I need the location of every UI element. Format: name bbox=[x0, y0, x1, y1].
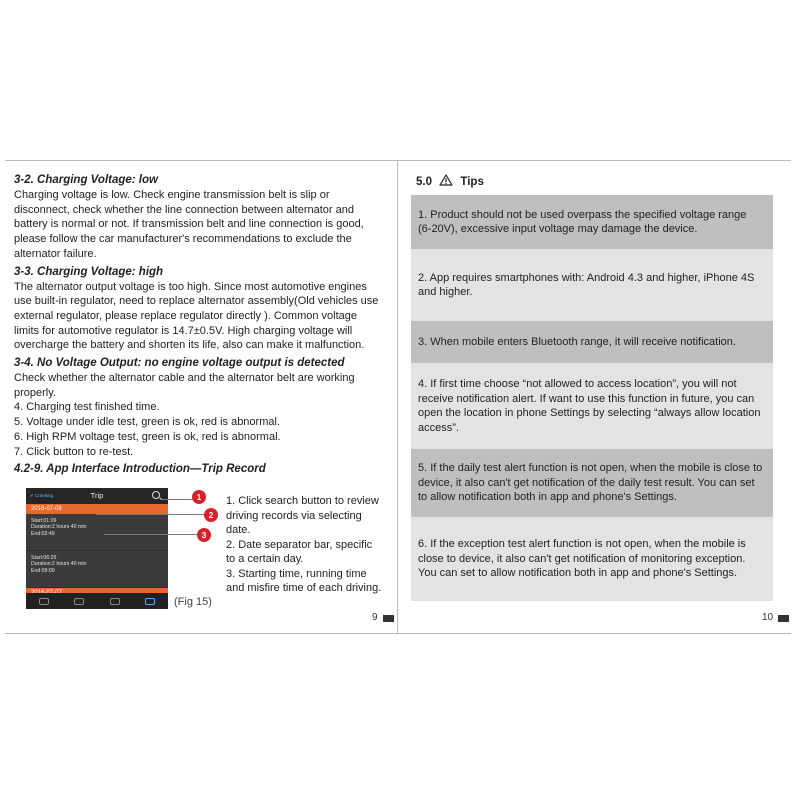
section-heading-trip-record: 4.2-9. App Interface Introduction—Trip Record bbox=[14, 463, 266, 476]
search-icon bbox=[152, 491, 160, 499]
tip-line: open the location in phone Settings by selecting “always allow location bbox=[418, 407, 761, 419]
tip-item bbox=[411, 249, 773, 321]
trip-end: End:09:09 bbox=[31, 567, 55, 574]
trip-start: Start:01:09 bbox=[31, 518, 57, 524]
callout-badge-1: 1 bbox=[192, 490, 206, 504]
body-line: use built-in regulator, need to replace alternator assembly(Old vehicles use bbox=[14, 295, 379, 308]
page-number-marker bbox=[383, 615, 394, 622]
body-line: battery is normal or not. If transmission belt and line connection is good, bbox=[14, 218, 364, 231]
section-body-no-voltage bbox=[14, 371, 392, 459]
nav-icon bbox=[110, 598, 120, 605]
list-item: 5. Voltage under idle test, green is ok, red is abnormal. bbox=[14, 416, 280, 429]
section-body-charging-low bbox=[14, 188, 392, 262]
body-line: limits for automotive regulator is 14.7±0.5V. High charging voltage will bbox=[14, 324, 353, 337]
figure-text-line: to a certain day. bbox=[226, 553, 304, 565]
trip-record bbox=[26, 514, 168, 551]
tip-item bbox=[411, 449, 773, 517]
tip-line: 5. If the daily test alert function is not open, when the mobile is close to bbox=[418, 462, 763, 475]
warning-triangle-icon bbox=[439, 174, 453, 186]
callout-line bbox=[96, 514, 206, 515]
figure-text-line: driving records via selecting bbox=[226, 509, 362, 522]
trip-duration: Duration:2 hours 40 min bbox=[31, 524, 87, 531]
section-heading-charging-low: 3-2. Charging Voltage: low bbox=[14, 174, 158, 186]
tip-line: 4. If first time choose “not allowed to access location”, you will not bbox=[418, 378, 737, 390]
figure-description bbox=[226, 494, 390, 596]
tip-line: 3. When mobile enters Bluetooth range, it will receive notification. bbox=[418, 335, 736, 348]
app-title: Trip bbox=[90, 491, 104, 500]
section-number: 5.0 bbox=[416, 176, 432, 188]
tip-line: receive notification alert. If want to use this function in future, you can bbox=[418, 392, 755, 405]
body-line: Check whether the alternator cable and the alternator belt are working bbox=[14, 372, 355, 385]
tip-line: (6-20V), excessive input voltage may damage the device. bbox=[418, 223, 698, 235]
tip-line: 1. Product should not be used overpass the specified voltage range bbox=[418, 208, 747, 221]
body-line: overcharge the battery and shorten its life, also can make it malfunction. bbox=[14, 339, 365, 352]
page-divider bbox=[397, 160, 398, 634]
app-header bbox=[26, 488, 168, 504]
nav-icon bbox=[39, 598, 49, 605]
figure-text-line: 3. Starting time, running time bbox=[226, 567, 367, 580]
tip-item bbox=[411, 195, 773, 249]
page-number-left: 9 bbox=[372, 612, 378, 623]
body-line: disconnect, check whether the line connection between alternator and bbox=[14, 203, 354, 216]
phone-screenshot bbox=[26, 488, 168, 609]
app-logo: ✔ Cranking bbox=[30, 493, 54, 498]
section-heading-charging-high: 3-3. Charging Voltage: high bbox=[14, 265, 164, 278]
tips-list bbox=[411, 195, 773, 601]
tip-line: to allow notification both in app and phone's Settings. bbox=[418, 491, 677, 504]
tip-line: You can set to allow notification both in app and phone's Settings. bbox=[418, 567, 738, 580]
trip-end: End:03:49 bbox=[31, 530, 55, 537]
figure-caption: (Fig 15) bbox=[174, 596, 212, 608]
date-separator-bar: 2016-07-08 bbox=[26, 504, 168, 514]
tip-item bbox=[411, 321, 773, 363]
trip-duration: Duration:2 hours 40 min bbox=[31, 561, 87, 568]
tip-line: 6. If the exception test alert function is not open, when the mobile is bbox=[418, 538, 746, 551]
body-line: Charging voltage is low. Check engine transmission belt is slip or bbox=[14, 189, 330, 201]
tips-title: Tips bbox=[460, 176, 484, 188]
body-line: The alternator output voltage is too high. Since most automotive engines bbox=[14, 280, 367, 293]
tip-line: device, it also can't get notification of the daily test result. You can set bbox=[418, 476, 755, 489]
callout-line bbox=[104, 534, 198, 535]
callout-badge-3: 3 bbox=[197, 528, 211, 542]
left-page bbox=[14, 173, 392, 477]
tips-heading bbox=[416, 174, 484, 188]
tip-line: access”. bbox=[418, 421, 459, 434]
tip-item bbox=[411, 517, 773, 601]
page-number-marker bbox=[778, 615, 789, 622]
page-number-right: 10 bbox=[762, 612, 774, 623]
trip-record bbox=[26, 551, 168, 588]
tip-line: close to device, it also can't get notification of monitoring exception. bbox=[418, 552, 746, 565]
tip-item bbox=[411, 363, 773, 449]
tip-line: and higher. bbox=[418, 286, 473, 298]
nav-icon bbox=[74, 598, 84, 605]
trip-nav-icon bbox=[145, 598, 155, 605]
figure-text-line: date. bbox=[226, 524, 251, 536]
figure-text-line: 2. Date separator bar, specific bbox=[226, 538, 373, 551]
body-line: alternator failure. bbox=[14, 247, 97, 260]
figure-text-line: and misfire time of each driving. bbox=[226, 582, 382, 594]
list-item: 4. Charging test finished time. bbox=[14, 401, 160, 414]
tip-line: 2. App requires smartphones with: Android 4.3 and higher, iPhone 4S bbox=[418, 271, 755, 284]
callout-badge-2: 2 bbox=[204, 508, 218, 522]
list-item: 7. Click button to re-test. bbox=[14, 445, 134, 458]
app-bottom-nav bbox=[26, 593, 168, 609]
figure-text-line: 1. Click search button to review bbox=[226, 495, 379, 507]
body-line: please follow the car manufacturer's recommendations to exclude the bbox=[14, 233, 352, 246]
body-line: properly. bbox=[14, 386, 56, 399]
trip-record-figure bbox=[26, 488, 218, 612]
section-heading-no-voltage: 3-4. No Voltage Output: no engine voltage output is detected bbox=[14, 357, 345, 370]
callout-line bbox=[162, 499, 194, 500]
trip-start: Start:06:29 bbox=[31, 555, 57, 561]
section-body-charging-high bbox=[14, 280, 392, 354]
list-item: 6. High RPM voltage test, green is ok, red is abnormal. bbox=[14, 430, 281, 443]
body-line: external regulator, please replace regulator directly ). Common voltage bbox=[14, 309, 358, 322]
